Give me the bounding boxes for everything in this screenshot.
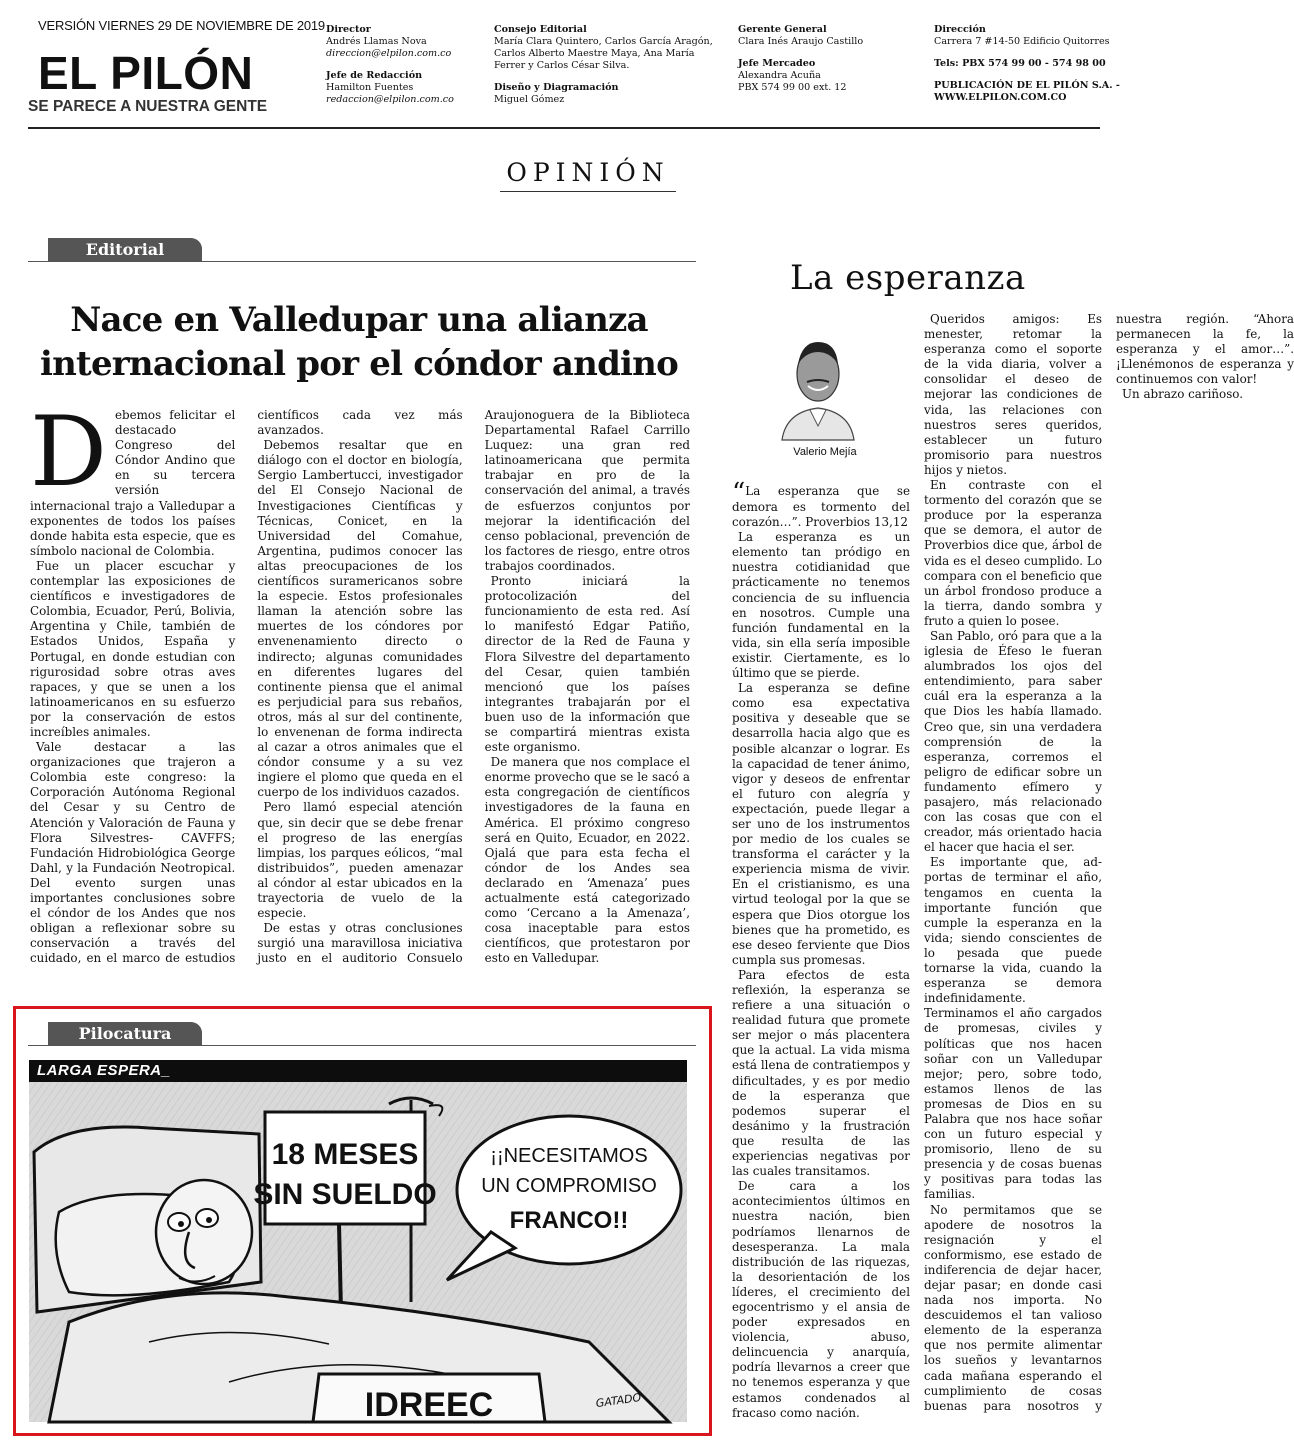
mercadeo-phone: PBX 574 99 00 ext. 12 — [738, 82, 847, 93]
telephones: Tels: PBX 574 99 00 - 574 98 00 — [934, 58, 1106, 69]
column-paragraph: San Pablo, oró para que a la iglesia de Éfeso le fueran alumbrados los ojos del entendimiento, para saber cuál era la esperanza a la que Dios les había llamado. Creo que, sin una verdadera comprensión de la esperanza, corremos el peligro de edificar sobre un fundamento efímero y pasajero, más relacionado con las cosas que con el creador, más orientado hacia el hacer que hacia el ser. — [924, 628, 1102, 855]
column-paragraph: Queridos amigos: Es menester, retomar la esperanza como el soporte de la vida diaria, volver a consolidar el deseo de mejorar las condiciones de vida, las relaciones con nuestros seres queridos, establecer un futuro promisorio para nuestros hijos y nietos. — [924, 312, 1102, 477]
editorial-paragraph: Debemos resaltar que en diálogo con el doctor en biología, Sergio Lambertucci, investigador del El Consejo Nacional de Investigaciones Científicas y Técnicas, Conicet, en la Universidad del Comahue, Argentina, pudimos conocer las altas preocupaciones de los científicos suramericanos sobre la especie. Estos profesionales llaman la atención sobre las muertes de los cóndores por envenenamiento directo o indirecto; algunas comunidades en diferentes lugares del continente piensa que el animal es perjudicial para sus rebaños, otros, más al sur del continente, lo envenenan de forma indirecta al cazar a otros animales que el cóndor consume y a su vez ingiere el plomo que queda en el cuerpo de los individuos cazados. — [257, 438, 463, 800]
publisher-website[interactable]: WWW.ELPILON.COM.CO — [934, 92, 1067, 103]
consejo-label: Consejo Editorial — [494, 24, 587, 35]
editorial-body — [30, 396, 690, 980]
jefe-redaccion-email[interactable]: redaccion@elpilon.com.co — [326, 94, 454, 105]
sign-text-line-1: 18 MESES — [271, 1138, 419, 1171]
cartoon-tab: Pilocatura — [48, 1022, 202, 1046]
column-paragraph: De cara a los acontecimientos últimos en nuestra nación, bien podríamos llenarnos de desesperanza. La mala distribución de las riquezas, la desorientación de los líderes, el crecimiento del egocentrismo y el ansia de poder expresados en violencia, abuso, delincuencia y anarquía, podría llevarnos a creer que no tenemos esperanza y que estamos condenados al fracaso como nación. — [732, 1179, 910, 1420]
column-paragraph: Es importante que, ad-portas de terminar el año, tengamos en cuenta la importante función que cumple la esperanza en la vida; siendo conscientes de lo pesada que puede tornarse la vida, cuando la esperanza se demora indefinidamente. Terminamos el año cargados de promesas, civiles y políticas que nos hacen soñar con un Valledupar mejor; pero, sobre todo, estamos llenos de las promesas de Dios en su Palabra que nos hace soñar con un futuro especial y promisorio, lleno de su presencia y de cosas buenas y positivas para todas las familias. — [924, 855, 1102, 1202]
section-title-underline — [500, 191, 676, 192]
director-label: Director — [326, 24, 371, 35]
column-paragraph: Para efectos de esta reflexión, la esperanza se refiere a una situación o realidad futura que promete ser mejor o más placentera que la actual. La vida misma está llena de contratiempos y dificultades, y es por medio de la esperanza que podemos superar el desánimo y la frustración que resulta de las experiencias negativas por las cuales transitamos. — [732, 967, 910, 1179]
column-title: La esperanza — [790, 258, 1026, 298]
column-quote: “La esperanza que se demora es tormento del corazón…”. Proverbios 13,12 — [732, 478, 910, 530]
editorial-headline — [28, 298, 690, 386]
bed-label: IDREEC — [364, 1386, 494, 1424]
diseno-name: Miguel Gómez — [494, 94, 565, 105]
editorial-paragraph: Pero llamó especial atención que, sin decir que se debe frenar el progreso de las energías limpias, los parques eólicos, “mal distribuidos”, pueden amenazar al cóndor al estar ubicados en la trayectoria de vuelo de la especie. — [257, 800, 463, 921]
gerente-name: Clara Inés Araujo Castillo — [738, 36, 864, 47]
staff-column-4 — [934, 24, 1120, 104]
staff-column-2 — [494, 24, 713, 106]
editorial-paragraph: Pronto iniciará la protocolización del funcionamiento de esta red. Así lo manifestó Edgar Patiño, director de la Red de Fauna y Flora Silvestre del departamento del Cesar, quien también mencionó que los países integrantes trabajarán por el buen uso de la información que se compartirá mientras exista este organismo. — [484, 574, 690, 755]
staff-column-3 — [738, 24, 863, 94]
patient-pupil-right — [206, 1217, 212, 1223]
title-spacer — [732, 312, 910, 484]
column-body — [732, 312, 1294, 1424]
diseno-label: Diseño y Diagramación — [494, 82, 619, 93]
column-paragraph: No permitamos que se apodere de nosotros la resignación y el conformismo, ese estado de indiferencia de dejar hacer, dejar pasar; en donde casi nada nos importa. No descuidemos el tan valioso elemento de la esperanza que nos permite alimentar los sueños y levantarnos cada mañana esperando el cumplimiento de cosas buenas para nosotros y nuestra región. “Ahora permanecen la fe, la esperanza y el amor…”. ¡Llenémonos de esperanza y continuemos con valor! — [924, 312, 1294, 1413]
editorial-tab-rule — [28, 261, 696, 262]
speech-text-line-2: UN COMPROMISO — [481, 1175, 657, 1197]
section-title: OPINIÓN — [506, 158, 670, 187]
speech-text-line-1: ¡¡NECESITAMOS — [490, 1145, 648, 1167]
mercadeo-name: Alexandra Acuña — [738, 70, 821, 81]
director-name: Andrés Llamas Nova — [326, 36, 427, 47]
sign-stick — [339, 1224, 341, 1312]
column-signoff: Un abrazo cariñoso. — [1122, 387, 1244, 402]
drop-cap: D — [30, 396, 107, 508]
editorial-paragraph: De estas y otras conclusiones surgió una maravillosa iniciativa justo en el auditorio Consuelo Araujonoguera de la Biblioteca Departamental Rafael Carrillo Luquez: una gran red latinoamericana que permita trabajar en pro de la conservación del animal, a través de esfuerzos conjuntos por mejorar la identificación del censo poblacional, prevención de los factores de riesgo, entre otros trabajos coordinados. — [257, 408, 690, 966]
editorial-tab: Editorial — [48, 238, 202, 262]
sign-text-line-2: SIN SUELDO — [253, 1178, 437, 1211]
cartoon-tab-rule — [28, 1045, 696, 1046]
newspaper-slogan: SE PARECE A NUESTRA GENTE — [28, 98, 268, 115]
speech-text-line-3: FRANCO!! — [509, 1207, 629, 1234]
director-email[interactable]: direccion@elpilon.com.co — [326, 48, 452, 59]
cartoon-title: LARGA ESPERA_ — [29, 1060, 687, 1082]
jefe-redaccion-name: Hamilton Fuentes — [326, 82, 414, 93]
editorial-paragraph: Debemos felicitar el destacado Congreso del Cóndor Andino que en su tercera versión internacional trajo a Valledupar a exponentes de todos los países donde habita esta especie, que es símbolo nacional de Colombia. — [30, 396, 236, 558]
column-paragraph: La esperanza es un elemento tan pródigo en nuestra cotidianidad que prácticamente no tenemos conciencia de su influencia en nosotros. Cumple una función fundamental en la vida, sin ella sería imposible existir. Ciertamente, es lo último que se pierde. — [732, 530, 910, 681]
headline-line-2: internacional por el cóndor andino — [40, 344, 678, 384]
staff-column-1 — [326, 24, 454, 106]
cartoonist-signature: GATADO — [595, 1390, 643, 1411]
direccion-value: Carrera 7 #14-50 Edificio Quitorres — [934, 36, 1110, 47]
mercadeo-label: Jefe Mercadeo — [738, 58, 816, 69]
publisher-line-1: PUBLICACIÓN DE EL PILÓN S.A. - — [934, 80, 1120, 91]
column-paragraph: En contraste con el tormento del corazón que se produce por la esperanza que se demora, el autor de Proverbios dice que, árbol de vida es el deseo cumplido. Lo compara con el beneficio que un árbol frondoso produce a la tierra, dando sombra y fruto a quien lo posee. — [924, 478, 1102, 628]
consejo-line-1: María Clara Quintero, Carlos García Aragón, — [494, 36, 713, 47]
headline-line-1: Nace en Valledupar una alianza — [70, 300, 648, 340]
patient-pupil-left — [178, 1221, 184, 1227]
masthead-divider — [28, 127, 1100, 129]
editorial-paragraph: Vale destacar a las organizaciones que trajeron a Colombia este congreso: la Corporación Autónoma Regional del Cesar y su Centro de Atención y Valoración de Fauna y Flora Silvestres- CAVFFS; Fundación Hidrobiológica George Dahl, y la Fundación Neotropical. Del evento surgen unas importantes conclusiones sobre el cóndor de los Andes que nos obligan a reflexionar sobre su conservación a través del cuidado, en el marco de estudios científicos cada vez más avanzados. — [30, 408, 463, 966]
author-name: Valerio Mejía — [793, 446, 857, 458]
jefe-redaccion-label: Jefe de Redacción — [326, 70, 423, 81]
gerente-label: Gerente General — [738, 24, 827, 35]
edition-date: VERSIÓN VIERNES 29 DE NOVIEMBRE DE 2019 — [38, 18, 325, 33]
column-paragraph: La esperanza se define como esa expectativa positiva y deseable que se desarrolla hacia algo que es posible alcanzar o lograr. Es la capacidad de tener ánimo, vigor y deseos de enfrentar el futuro con alegría y expectación, puede llegar a ser uno de los instrumentos por medio de los cuales se transforma el carácter y la experiencia misma de vivir. En el cristianismo, es una virtud teologal por la que se espera que Dios otorgue los bienes que ha prometido, es ese deseo ferviente que Dios cumpla sus promesas. — [732, 681, 910, 967]
cartoon-illustration[interactable] — [29, 1082, 687, 1422]
editorial-paragraph: Fue un placer escuchar y contemplar las exposiciones de científicos e investigadores de Colombia, Ecuador, Perú, Bolivia, Argentina y Chile, también de Estados Unidos, España y Portugal, en donde estudian con rigurosidad sobre otras aves rapaces, y que se unen a los latinoamericanos en su esfuerzo por la conservación de estos increíbles animales. — [30, 558, 236, 739]
consejo-line-2: Carlos Alberto Maestre Maya, Ana María — [494, 48, 695, 59]
consejo-line-3: Ferrer y Carlos César Silva. — [494, 60, 630, 71]
patient-head — [156, 1180, 252, 1284]
direccion-label: Dirección — [934, 24, 986, 35]
newspaper-logo[interactable]: EL PILÓN — [38, 47, 254, 99]
editorial-paragraph: De manera que nos complace el enorme provecho que se le sacó a esta congregación de científicos investigadores de la fauna en América. El próximo congreso será en Quito, Ecuador, en 2022. Ojalá que para esta fecha el cóndor de los Andes sea declarado en ‘Amenaza’ pues actualmente está categorizado como ‘Cercano a la Amenaza’, cosa inaceptable para estos científicos, que protestaron por esto en Valledupar. — [484, 755, 690, 966]
